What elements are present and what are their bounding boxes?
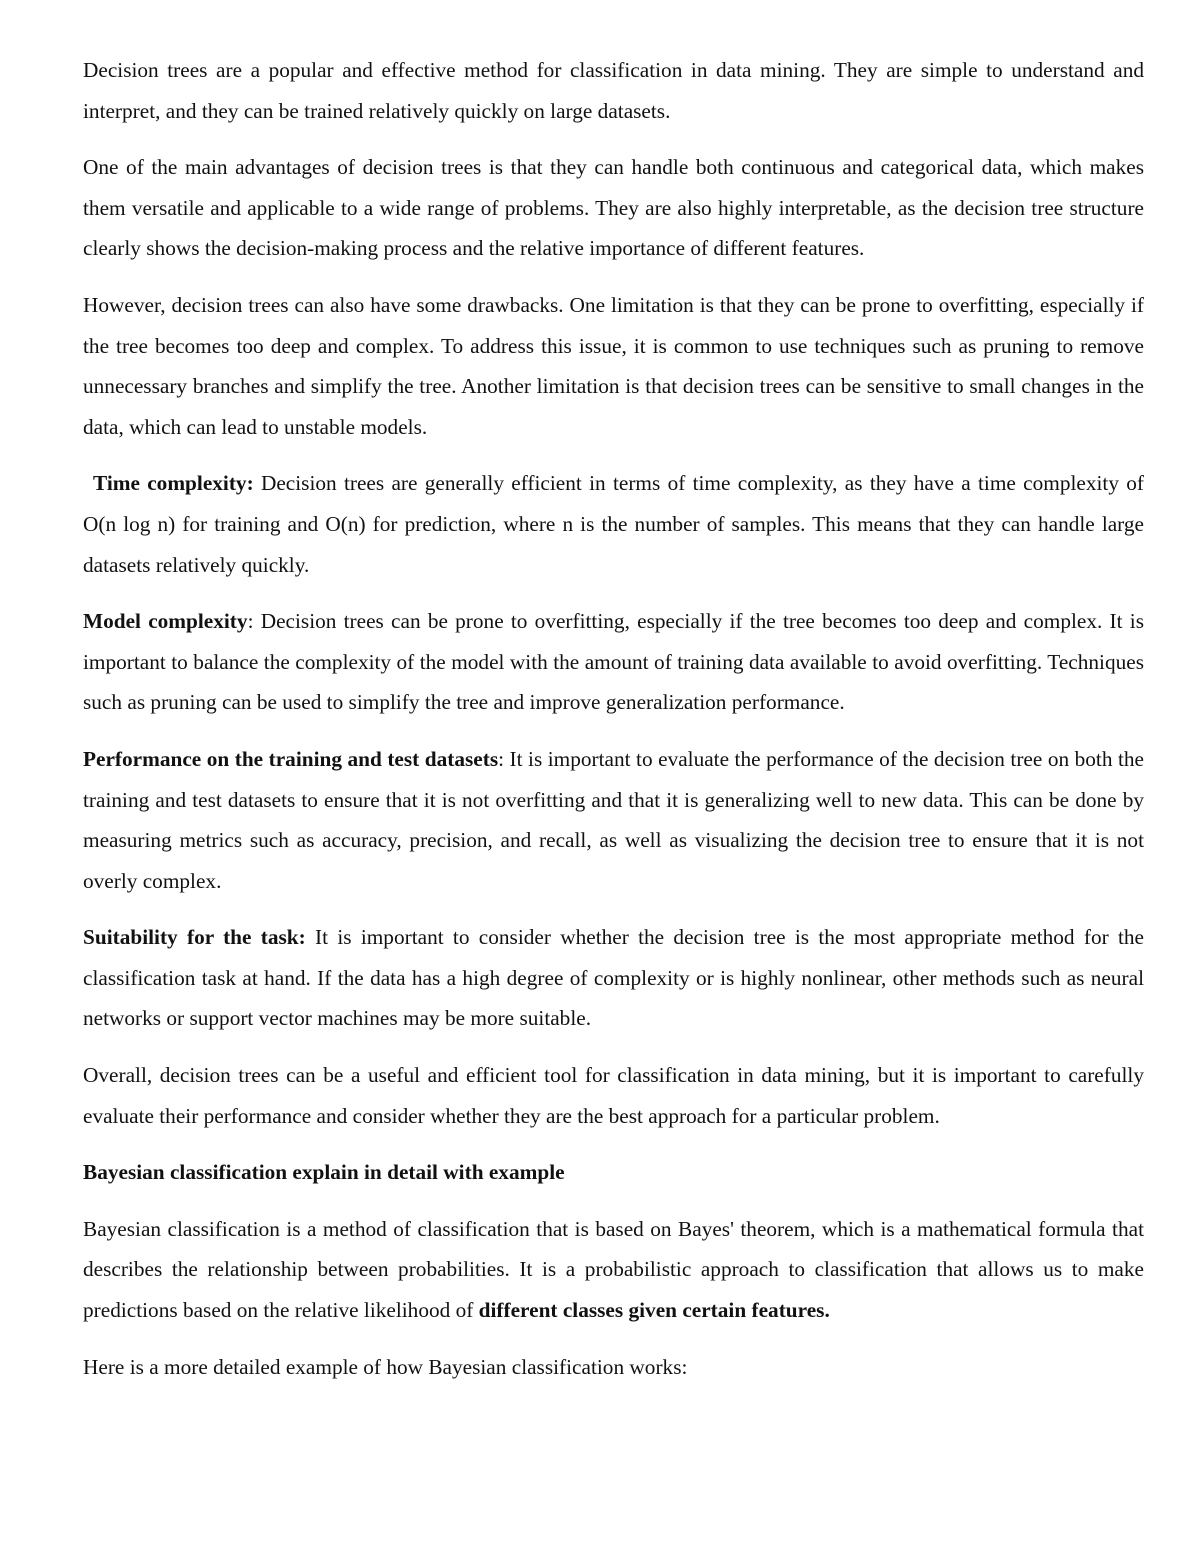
performance-label: Performance on the training and test datasets (83, 746, 499, 771)
model-complexity-label: Model complexity (83, 609, 248, 634)
paragraph-advantages: One of the main advantages of decision trees is that they can handle both continuous and categorical data, which makes them versatile and applicable to a wide range of problems. They are also highly interpretable, as the decision tree structure clearly shows the decision-making process and the relative importance of different features. (83, 155, 1144, 261)
time-complexity-text: Decision trees are generally efficient in terms of time complexity, as they have a time complexity of O(n log n) for training and O(n) for prediction, where n is the number of samples. This means that they can handle large datasets relatively quickly. (83, 471, 1144, 577)
time-complexity-label: Time complexity: (93, 471, 254, 496)
paragraph-bayes-example-intro: Here is a more detailed example of how Bayesian classification works: (83, 1354, 688, 1379)
suitability-text: It is important to consider whether the decision tree is the most appropriate method for the classification task at hand. If the data has a high degree of complexity or is highly nonlinear, other methods such as neural networks or support vector machines may be more suitable. (83, 925, 1144, 1031)
bayes-intro-bold: different classes given certain features. (478, 1298, 830, 1323)
paragraph-overall: Overall, decision trees can be a useful and efficient tool for classification in data mining, but it is important to carefully evaluate their performance and consider whether they are the best approach for a particular problem. (83, 1063, 1144, 1128)
paragraph-intro: Decision trees are a popular and effective method for classification in data mining. They are simple to understand and interpret, and they can be trained relatively quickly on large datasets. (83, 58, 1144, 123)
paragraph-time-complexity (83, 463, 1144, 585)
document-page (83, 50, 1144, 1403)
paragraph-drawbacks: However, decision trees can also have some drawbacks. One limitation is that they can be prone to overfitting, especially if the tree becomes too deep and complex. To address this issue, it is common to use techniques such as pruning to remove unnecessary branches and simplify the tree. Another limitation is that decision trees can be sensitive to small changes in the data, which can lead to unstable models. (83, 292, 1144, 439)
paragraph-bayes-intro (83, 1209, 1144, 1331)
performance-text: : It is important to evaluate the performance of the decision tree on both the training and test datasets to ensure that it is not overfitting and that it is generalizing well to new data. This can be done by measuring metrics such as accuracy, precision, and recall, as well as visualizing the decision tree to ensure that it is not overly complex. (83, 746, 1144, 893)
bayes-intro-text: Bayesian classification is a method of classification that is based on Bayes' theorem, which is a mathematical formula that describes the relationship between probabilities. It is a probabilistic approach to classification that allows us to make predictions based on the relative likelihood of (83, 1216, 1144, 1323)
bayes-heading (83, 1152, 1144, 1193)
paragraph-performance (83, 739, 1144, 901)
model-complexity-text: : Decision trees can be prone to overfitting, especially if the tree becomes too deep and complex. It is important to balance the complexity of the model with the amount of training data available to avoid overfitting. Techniques such as pruning can be used to simplify the tree and improve generalization performance. (83, 609, 1144, 715)
paragraph-model-complexity (83, 601, 1144, 723)
bayes-heading-text: Bayesian classification explain in detail with example (83, 1160, 565, 1185)
paragraph-suitability (83, 917, 1144, 1039)
suitability-label: Suitability for the task: (83, 925, 306, 950)
